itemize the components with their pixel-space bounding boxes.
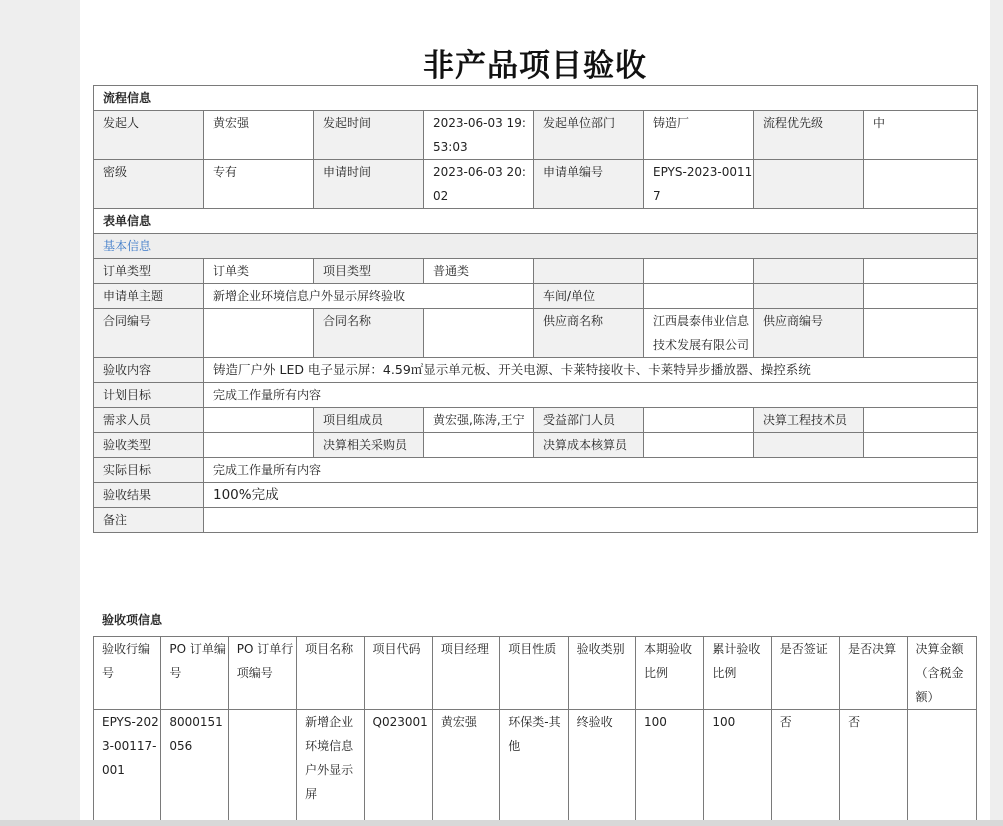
- secret-value: 专有: [204, 160, 314, 209]
- empty-cell: [864, 259, 978, 284]
- demand-value: [204, 408, 314, 433]
- items-cell: 100: [636, 710, 704, 826]
- empty-cell: [754, 259, 864, 284]
- project-type-value: 普通类: [424, 259, 534, 284]
- items-cell: 环保类-其他: [500, 710, 568, 826]
- priority-value: 中: [864, 111, 978, 160]
- supplier-no-label: 供应商编号: [754, 309, 864, 358]
- document-page: [80, 0, 990, 826]
- benefit-label: 受益部门人员: [534, 408, 644, 433]
- empty-cell: [754, 160, 864, 209]
- form-row-result: [94, 483, 978, 508]
- supplier-label: 供应商名称: [534, 309, 644, 358]
- items-column-header: 是否签证: [771, 637, 839, 710]
- subject-label: 申请单主题: [94, 284, 204, 309]
- flow-row-2: [94, 160, 978, 209]
- contract-name-value: [424, 309, 534, 358]
- items-cell: EPYS-2023-00117-001: [94, 710, 161, 826]
- items-column-header: 本期验收比例: [636, 637, 704, 710]
- items-column-header: 验收行编号: [94, 637, 161, 710]
- items-cell: 终验收: [568, 710, 635, 826]
- items-column-header: 项目名称: [297, 637, 364, 710]
- items-column-header: PO 订单编号: [161, 637, 228, 710]
- items-column-header: 累计验收比例: [704, 637, 771, 710]
- content-label: 验收内容: [94, 358, 204, 383]
- empty-cell: [864, 433, 978, 458]
- items-cell: 8000151056: [161, 710, 228, 826]
- form-section-header: 表单信息: [94, 209, 978, 234]
- settle-buyer-label: 决算相关采购员: [314, 433, 424, 458]
- items-column-header: 项目代码: [364, 637, 432, 710]
- flow-section-header: 流程信息: [94, 86, 978, 111]
- form-section-row: [94, 209, 978, 234]
- items-column-header: 项目性质: [500, 637, 568, 710]
- apply-no-label: 申请单编号: [534, 160, 644, 209]
- result-value: 100%完成: [204, 483, 978, 508]
- supplier-no-value: [864, 309, 978, 358]
- items-cell: 黄宏强: [432, 710, 499, 826]
- accept-type-value: [204, 433, 314, 458]
- settle-cost-label: 决算成本核算员: [534, 433, 644, 458]
- result-label: 验收结果: [94, 483, 204, 508]
- empty-cell: [754, 433, 864, 458]
- form-row-contract: [94, 309, 978, 358]
- items-column-header: 验收类别: [568, 637, 635, 710]
- items-column-header: 项目经理: [432, 637, 499, 710]
- form-table: [93, 85, 978, 533]
- apply-time-label: 申请时间: [314, 160, 424, 209]
- order-type-label: 订单类型: [94, 259, 204, 284]
- contract-no-label: 合同编号: [94, 309, 204, 358]
- contract-name-label: 合同名称: [314, 309, 424, 358]
- items-column-header: PO 订单行项编号: [228, 637, 296, 710]
- settle-buyer-value: [424, 433, 534, 458]
- demand-label: 需求人员: [94, 408, 204, 433]
- members-label: 项目组成员: [314, 408, 424, 433]
- empty-cell: [864, 284, 978, 309]
- form-row-order: [94, 259, 978, 284]
- content-value: 铸造厂户外 LED 电子显示屏：4.59㎡显示单元板、开关电源、卡莱特接收卡、卡莱特异步播放器、操控系统: [204, 358, 978, 383]
- items-cell: 否: [771, 710, 839, 826]
- start-time-label: 发起时间: [314, 111, 424, 160]
- form-row-demand: [94, 408, 978, 433]
- order-type-value: 订单类: [204, 259, 314, 284]
- bottom-scroll-strip: [0, 820, 1003, 826]
- form-row-subject: [94, 284, 978, 309]
- settle-cost-value: [644, 433, 754, 458]
- page-title: 非产品项目验收: [423, 48, 647, 84]
- form-row-accept-type: [94, 433, 978, 458]
- actual-label: 实际目标: [94, 458, 204, 483]
- flow-row-1: [94, 111, 978, 160]
- empty-cell: [534, 259, 644, 284]
- start-time-value: 2023-06-03 19:53:03: [424, 111, 534, 160]
- form-row-actual: [94, 458, 978, 483]
- dept-value: 铸造厂: [644, 111, 754, 160]
- apply-no-value: EPYS-2023-00117: [644, 160, 754, 209]
- items-column-header: 决算金额（含税金额）: [907, 637, 977, 710]
- initiator-value: 黄宏强: [204, 111, 314, 160]
- workshop-label: 车间/单位: [534, 284, 644, 309]
- basic-subsection-row: [94, 234, 978, 259]
- empty-cell: [754, 284, 864, 309]
- remark-label: 备注: [94, 508, 204, 533]
- flow-section-row: [94, 86, 978, 111]
- supplier-value: 江西晨泰伟业信息技术发展有限公司: [644, 309, 754, 358]
- dept-label: 发起单位部门: [534, 111, 644, 160]
- priority-label: 流程优先级: [754, 111, 864, 160]
- plan-value: 完成工作量所有内容: [204, 383, 978, 408]
- secret-label: 密级: [94, 160, 204, 209]
- project-type-label: 项目类型: [314, 259, 424, 284]
- form-row-content: [94, 358, 978, 383]
- benefit-value: [644, 408, 754, 433]
- items-cell: [907, 710, 977, 826]
- empty-cell: [864, 160, 978, 209]
- accept-type-label: 验收类型: [94, 433, 204, 458]
- subject-value: 新增企业环境信息户外显示屏终验收: [204, 284, 534, 309]
- items-cell: 否: [840, 710, 907, 826]
- items-header-row: [94, 637, 977, 710]
- empty-cell: [644, 259, 754, 284]
- items-cell: 新增企业环境信息户外显示屏: [297, 710, 364, 826]
- items-cell: [228, 710, 296, 826]
- settle-tech-value: [864, 408, 978, 433]
- settle-tech-label: 决算工程技术员: [754, 408, 864, 433]
- items-section-header: 验收项信息: [102, 613, 163, 627]
- items-column-header: 是否决算: [840, 637, 907, 710]
- items-cell: Q023001: [364, 710, 432, 826]
- form-row-plan: [94, 383, 978, 408]
- workshop-value: [644, 284, 754, 309]
- basic-info-subheader: 基本信息: [94, 234, 978, 259]
- form-row-remark: [94, 508, 978, 533]
- actual-value: 完成工作量所有内容: [204, 458, 978, 483]
- remark-value: [204, 508, 978, 533]
- table-row: [94, 710, 977, 826]
- apply-time-value: 2023-06-03 20:02: [424, 160, 534, 209]
- initiator-label: 发起人: [94, 111, 204, 160]
- plan-label: 计划目标: [94, 383, 204, 408]
- items-cell: 100: [704, 710, 771, 826]
- members-value: 黄宏强,陈涛,王宁: [424, 408, 534, 433]
- contract-no-value: [204, 309, 314, 358]
- items-table: [93, 636, 977, 826]
